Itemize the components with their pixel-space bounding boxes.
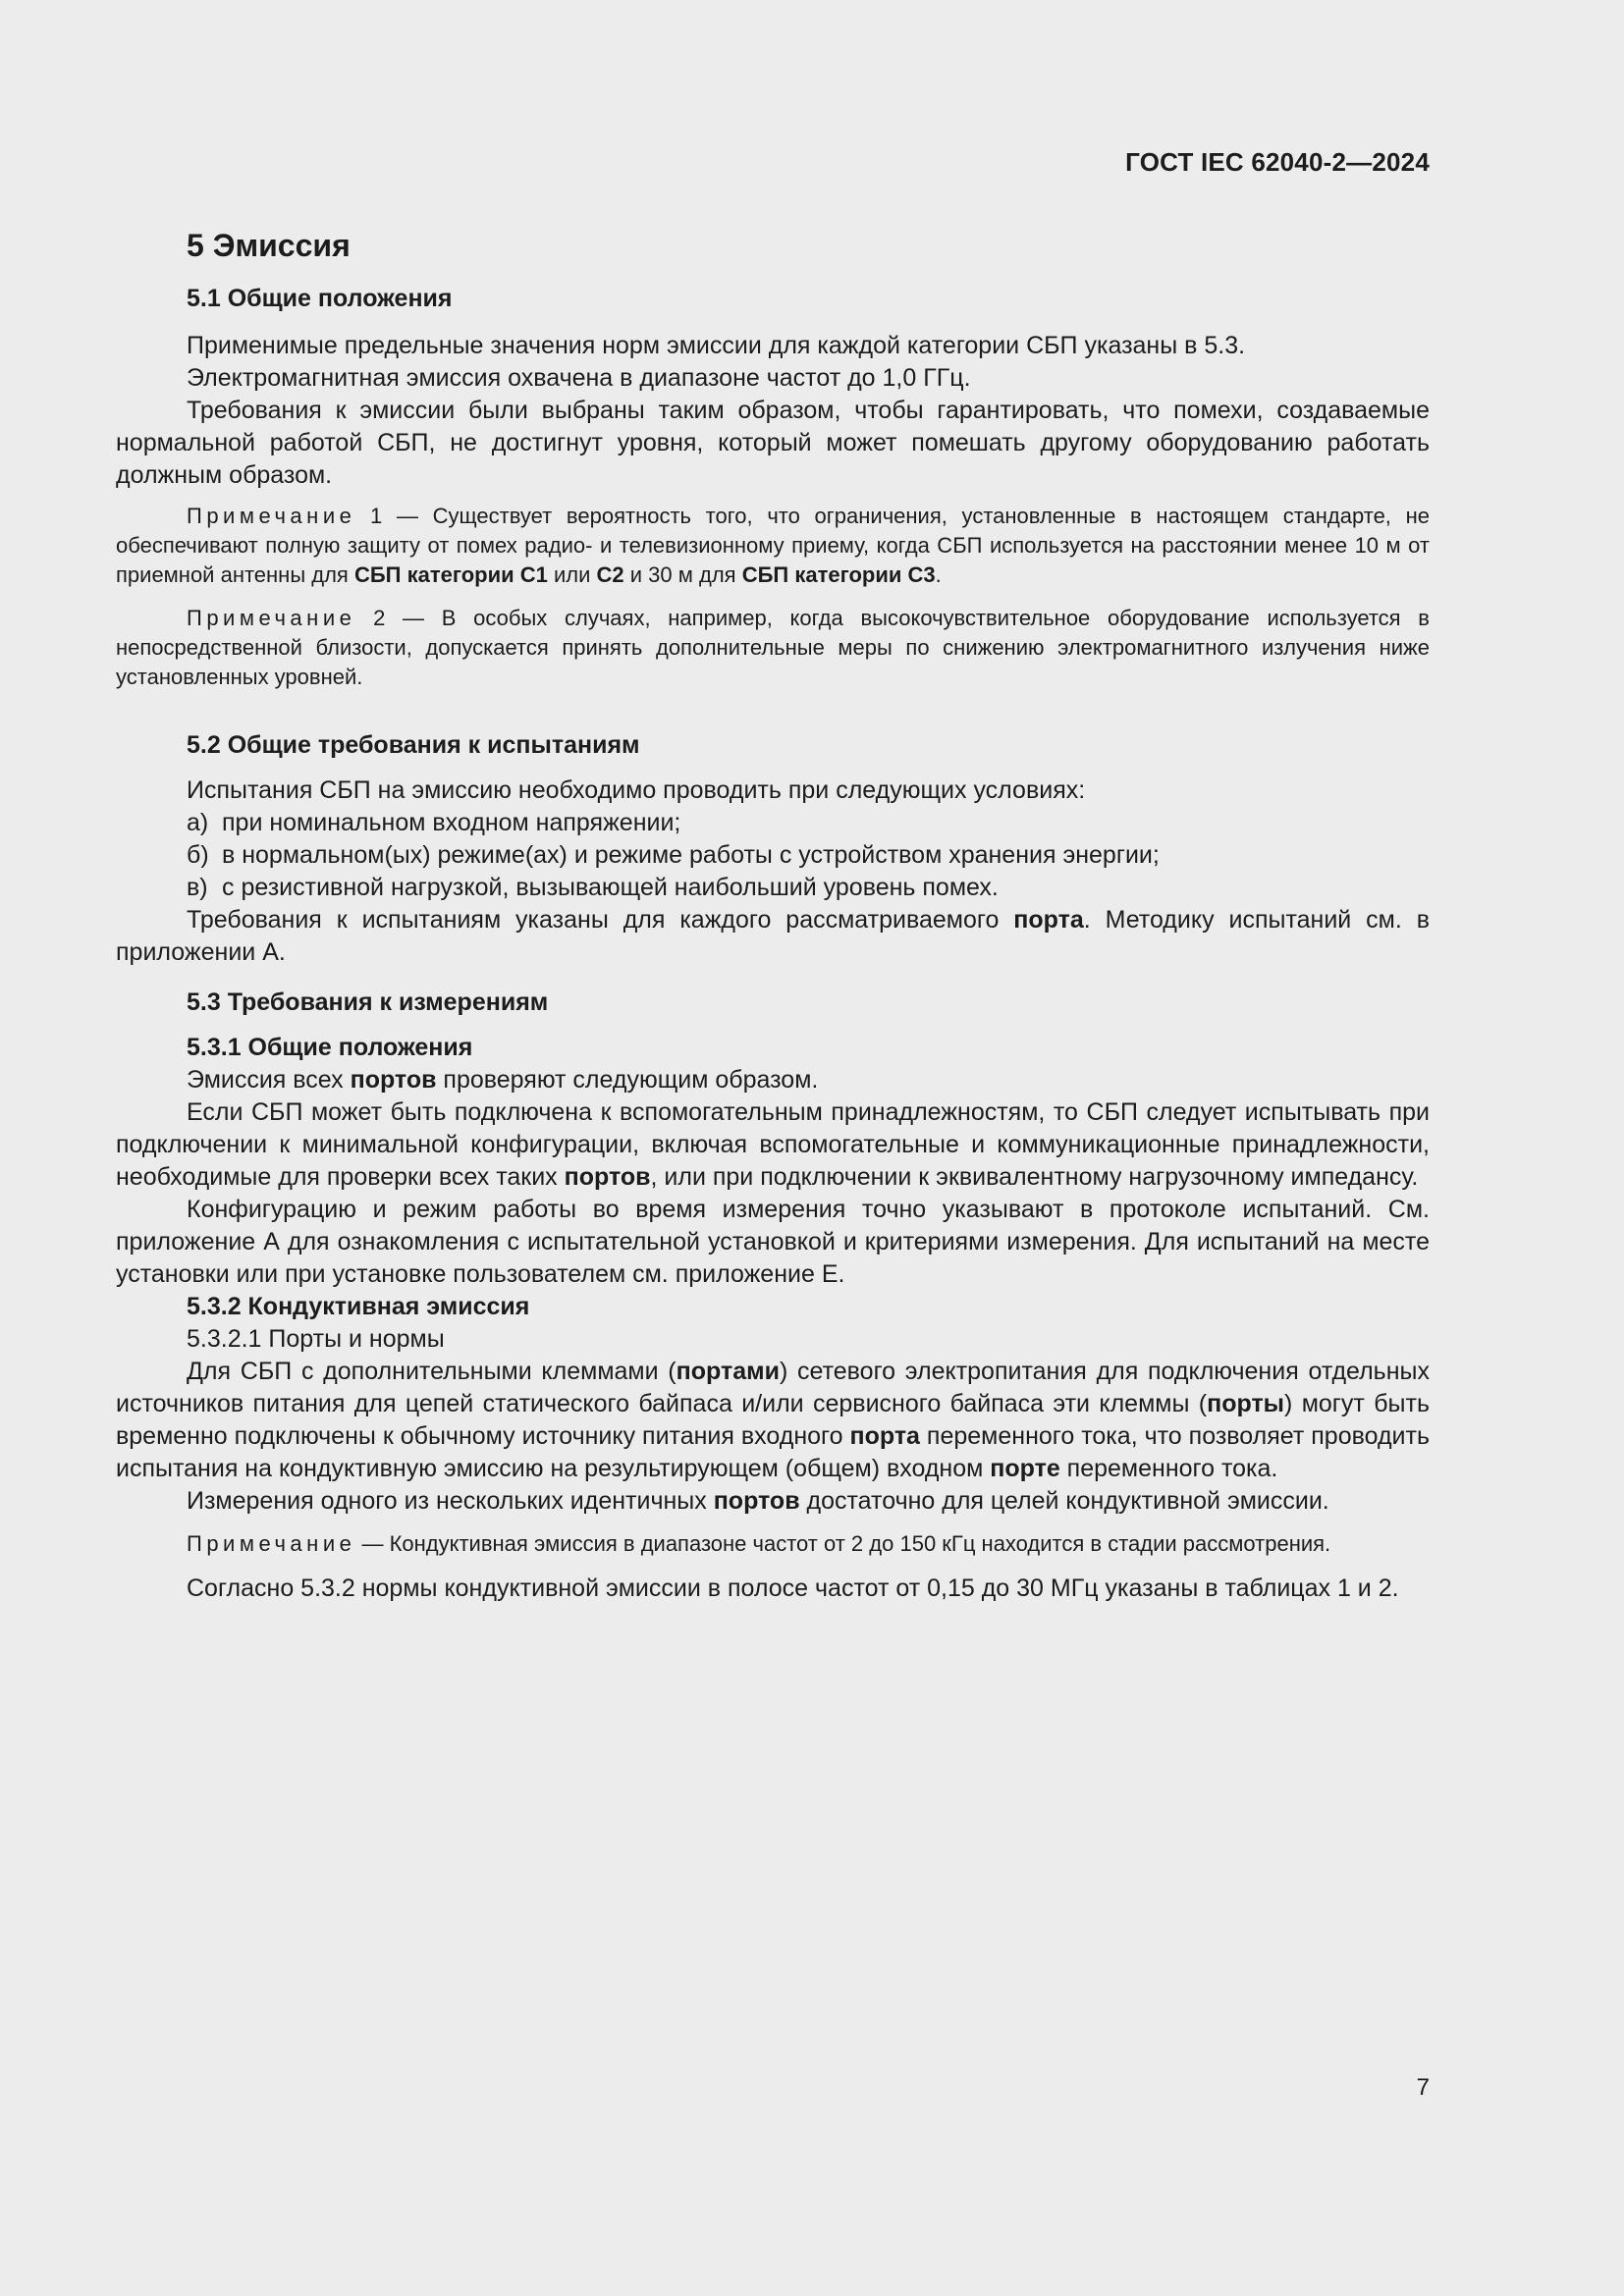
section-5-2-title: 5.2 Общие требования к испытаниям (187, 731, 640, 759)
section-5-title: 5 Эмиссия (187, 228, 351, 263)
note-label: Примечание (187, 606, 356, 630)
paragraph: Испытания СБП на эмиссию необходимо проводить при следующих условиях: (187, 776, 1086, 804)
section-5-1-title: 5.1 Общие положения (187, 285, 453, 312)
paragraph: Применимые предельные значения норм эмиссии для каждой категории СБП указаны в 5.3. (187, 332, 1246, 359)
list-item: б) в нормальном(ых) режиме(ах) и режиме работы с устройством хранения энергии; (187, 841, 1160, 869)
list-item: а) при номинальном входном напряжении; (187, 809, 681, 836)
page-number: 7 (1416, 2074, 1430, 2101)
paragraph: Согласно 5.3.2 нормы кондуктивной эмиссии в полосе частот от 0,15 до 30 МГц указаны в таблицах 1 и 2. (187, 1575, 1399, 1602)
paragraph: Эмиссия всех портов проверяют следующим образом. (187, 1066, 819, 1094)
note-label: Примечание (187, 1531, 356, 1556)
note-1: Примечание 1 — Существует вероятность того, что ограничения, установленные в настоящем стандарте, не обеспечивают полную защиту от помех радио- и телевизионному приему, когда СБП используется на расстоянии менее 10 м от приемной антенны для СБП категории С1 или С2 и 30 м для СБП категории С3. (116, 504, 1430, 587)
list-item: в) с резистивной нагрузкой, вызывающей наибольший уровень помех. (187, 874, 999, 901)
note-3: Примечание — Кондуктивная эмиссия в диапазоне частот от 2 до 150 кГц находится в стадии рассмотрения. (187, 1531, 1331, 1556)
section-5-3-2-title: 5.3.2 Кондуктивная эмиссия (187, 1293, 530, 1320)
paragraph: Конфигурацию и режим работы во время измерения точно указывают в протоколе испытаний. См. приложение А для ознакомления с испытательной установкой и критериями измерения. Для испытаний на месте установки или при установке пользователем см. приложение Е. (116, 1196, 1430, 1288)
section-5-3-2-1-title: 5.3.2.1 Порты и нормы (187, 1325, 445, 1353)
paragraph: Электромагнитная эмиссия охвачена в диапазоне частот до 1,0 ГГц. (187, 364, 971, 392)
paragraph: Требования к эмиссии были выбраны таким образом, чтобы гарантировать, что помехи, создаваемые нормальной работой СБП, не достигнут уровня, который может помешать другому оборудованию работать должным образом. (116, 397, 1430, 489)
paragraph: Для СБП с дополнительными клеммами (портами) сетевого электропитания для подключения отдельных источников питания для цепей статического байпаса и/или сервисного байпаса эти клеммы (порты) могут быть временно подключены к обычному источнику питания входного порта переменного тока, что позволяет проводить испытания на кондуктивную эмиссию на результирующем (общем) входном порте переменного тока. (116, 1358, 1430, 1482)
paragraph: Если СБП может быть подключена к вспомогательным принадлежностям, то СБП следует испытывать при подключении к минимальной конфигурации, включая вспомогательные и коммуникационные принадлежности, необходимые для проверки всех таких портов, или при подключении к эквивалентному нагрузочному импедансу. (116, 1098, 1430, 1191)
section-5-3-1-title: 5.3.1 Общие положения (187, 1034, 473, 1061)
note-2: Примечание 2 — В особых случаях, например, когда высокочувствительное оборудование используется в непосредственной близости, допускается принять дополнительные меры по снижению электромагнитного излучения ниже установленных уровней. (116, 606, 1430, 689)
paragraph: Требования к испытаниям указаны для каждого рассматриваемого порта. Методику испытаний см. в приложении А. (116, 906, 1430, 966)
note-label: Примечание (187, 504, 356, 528)
document-body (116, 220, 1430, 1605)
document-header: ГОСТ IEC 62040-2—2024 (1125, 147, 1430, 177)
section-5-3-title: 5.3 Требования к измерениям (187, 988, 549, 1016)
paragraph: Измерения одного из нескольких идентичных портов достаточно для целей кондуктивной эмиссии. (187, 1487, 1329, 1515)
